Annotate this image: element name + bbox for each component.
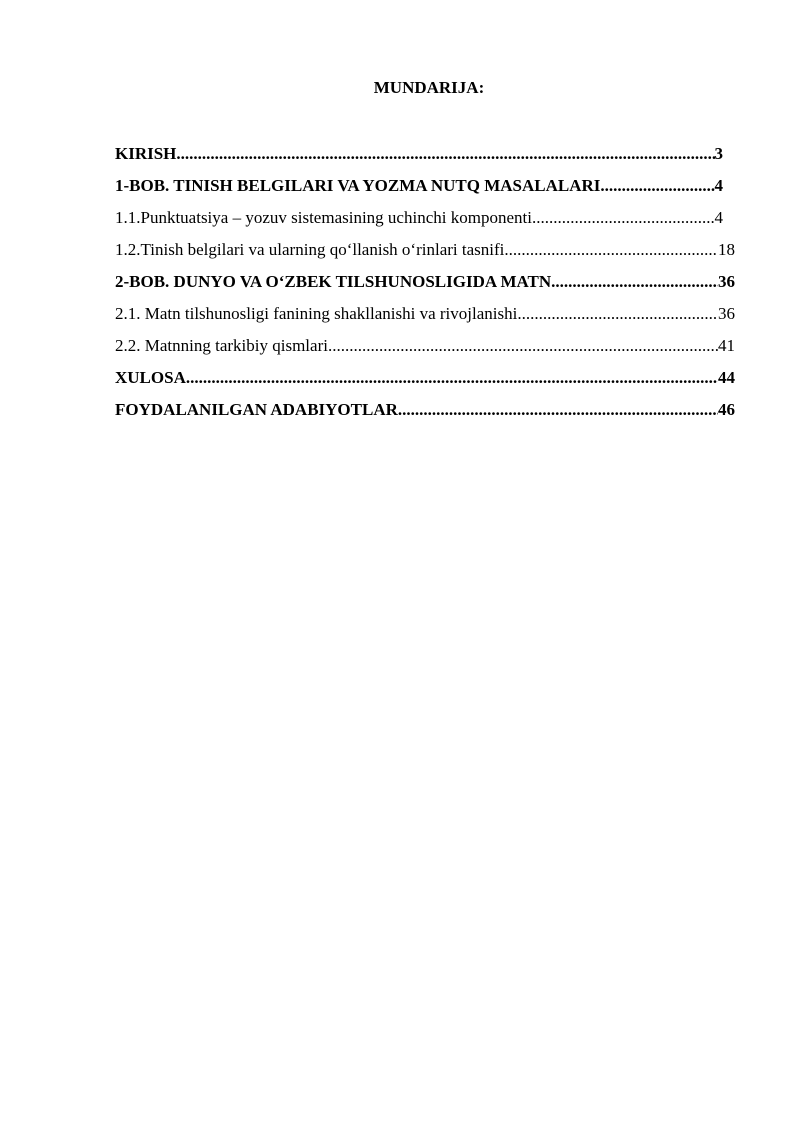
toc-entry-label: FOYDALANILGAN ADABIYOTLAR	[115, 400, 398, 419]
dot-leader	[328, 334, 718, 358]
toc-entry-label: 1.2.Tinish belgilari va ularning qo‘llanish o‘rinlari tasnifi	[115, 240, 505, 259]
toc-entry-xulosa[interactable]	[115, 366, 735, 398]
toc-entry-label: KIRISH	[115, 144, 177, 163]
toc-entry-page: 18	[718, 240, 735, 259]
toc-entry-label: 2-BOB. DUNYO VA O‘ZBEK TILSHUNOSLIGIDA MATN	[115, 272, 552, 291]
toc-entry-section-1-2[interactable]	[115, 238, 735, 270]
toc-entry-page: 44	[718, 368, 735, 387]
toc-entry-page: 4	[714, 176, 723, 195]
dot-leader	[504, 238, 718, 262]
dot-leader	[551, 270, 718, 294]
toc-entry-label: 1-BOB. TINISH BELGILARI VA YOZMA NUTQ MASALALARI	[115, 176, 601, 195]
toc-entry-section-2-1[interactable]	[115, 302, 735, 334]
dot-leader	[517, 302, 718, 326]
dot-leader	[398, 398, 718, 422]
toc-entry-label: XULOSA	[115, 368, 186, 387]
toc-entry-page: 36	[718, 304, 735, 323]
toc-entry-page: 41	[718, 336, 735, 355]
page-title: MUNDARIJA:	[373, 78, 485, 97]
toc-entry-section-2-2[interactable]	[115, 334, 735, 366]
toc-entry-chapter-2[interactable]	[115, 270, 735, 302]
toc-entry-page: 36	[718, 272, 735, 291]
toc-entry-section-1-1[interactable]	[115, 206, 735, 238]
toc-entry-page: 4	[714, 208, 723, 227]
toc-entry-chapter-1[interactable]	[115, 174, 735, 206]
toc-entry-kirish[interactable]	[115, 142, 735, 174]
dot-leader	[176, 142, 714, 166]
toc-entry-label: 1.1.Punktuatsiya – yozuv sistemasining uchinchi komponenti	[115, 208, 532, 227]
toc-entry-label: 2.1. Matn tilshunosligi fanining shakllanishi va rivojlanishi	[115, 304, 518, 323]
toc-entry-page: 46	[718, 400, 735, 419]
toc-entry-page: 3	[714, 144, 723, 163]
table-of-contents	[115, 142, 735, 430]
toc-entry-label: 2.2. Matnning tarkibiy qismlari	[115, 336, 328, 355]
dot-leader	[532, 206, 715, 230]
dot-leader	[186, 366, 718, 390]
toc-entry-references[interactable]	[115, 398, 735, 430]
dot-leader	[600, 174, 714, 198]
